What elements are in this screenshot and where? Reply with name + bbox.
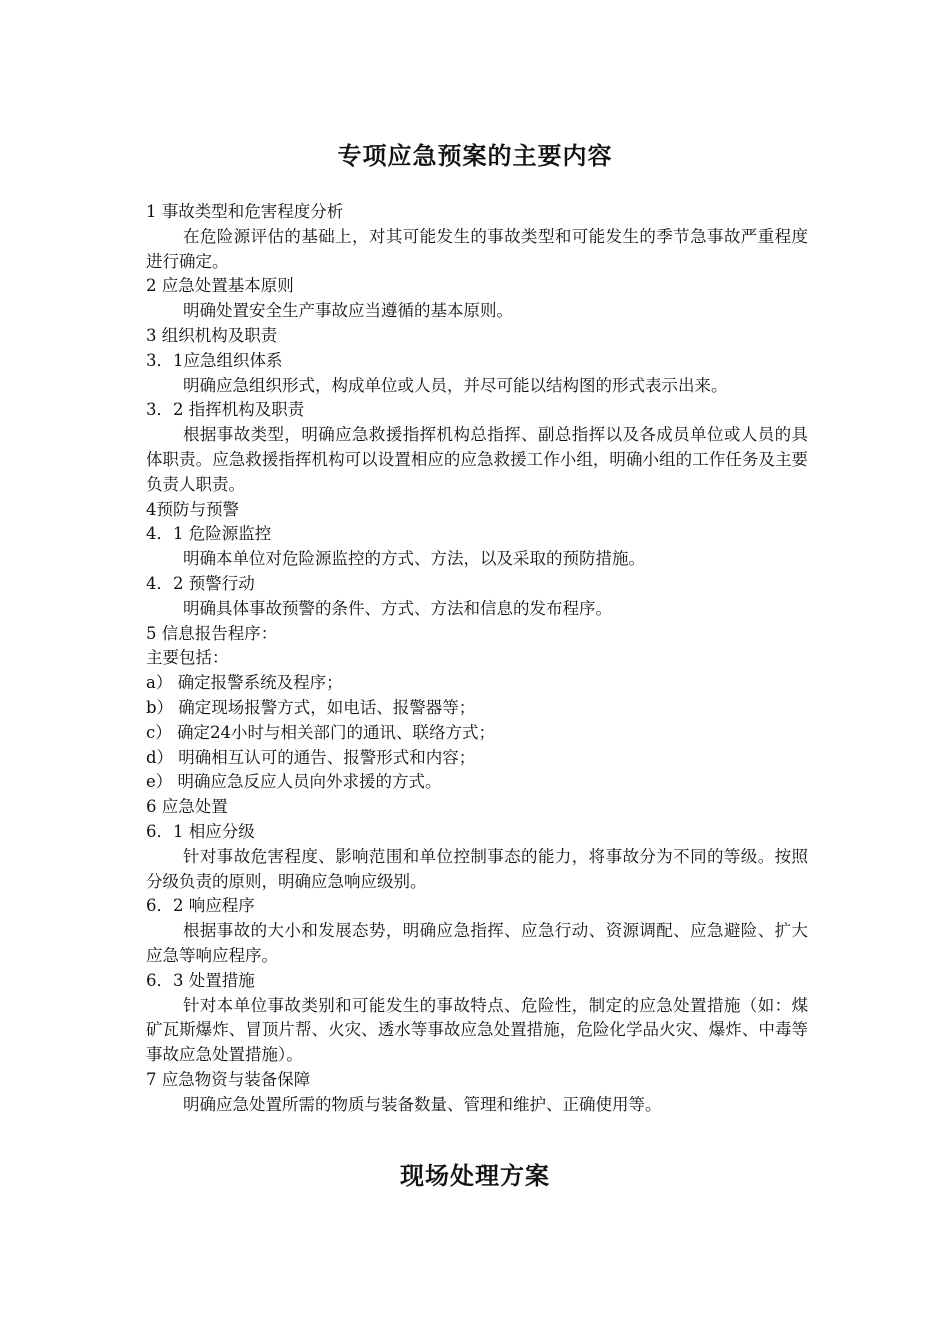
subsection-heading: 4．1 危险源监控 — [146, 524, 272, 544]
paragraph: 针对事故危害程度、影响范围和单位控制事态的能力，将事故分为不同的等级。按照分级负责的原则，明确应急响应级别。 — [146, 846, 808, 891]
subsection-heading: 3．2 指挥机构及职责 — [146, 400, 305, 420]
list-item: d） 明确相互认可的通告、报警形式和内容； — [146, 747, 476, 767]
paragraph: 根据事故的大小和发展态势，明确应急指挥、应急行动、资源调配、应急避险、扩大应急等响应程序。 — [146, 921, 808, 965]
list-item: a） 确定报警系统及程序； — [146, 673, 343, 693]
paragraph: 明确本单位对危险源监控的方式、方法，以及采取的预防措施。 — [183, 549, 645, 569]
list-item: b） 确定现场报警方式，如电话、报警器等； — [146, 697, 476, 717]
section-heading: 2 应急处置基本原则 — [146, 276, 294, 296]
list-item: e） 明确应急反应人员向外求援的方式。 — [146, 772, 442, 792]
paragraph: 针对本单位事故类别和可能发生的事故特点、危险性，制定的应急处置措施（如：煤矿瓦斯爆炸、冒顶片帮、火灾、透水等事故应急处置措施，危险化学品火灾、爆炸、中毒等事故应急处置措施）。 — [146, 995, 808, 1065]
paragraph: 明确处置安全生产事故应当遵循的基本原则。 — [183, 301, 513, 321]
next-section-title: 现场处理方案 — [400, 1162, 550, 1190]
list-intro: 主要包括： — [146, 648, 229, 668]
section-heading: 4预防与预警 — [146, 499, 239, 519]
subsection-heading: 6．3 处置措施 — [146, 970, 255, 990]
subsection-heading: 3．1应急组织体系 — [146, 350, 283, 370]
subsection-heading: 4．2 预警行动 — [146, 573, 255, 593]
paragraph: 在危险源评估的基础上，对其可能发生的事故类型和可能发生的季节急事故严重程度进行确定。 — [146, 226, 808, 271]
paragraph: 根据事故类型，明确应急救援指挥机构总指挥、副总指挥以及各成员单位或人员的具体职责。应急救援指挥机构可以设置相应的应急救援工作小组，明确小组的工作任务及主要负责人职责。 — [146, 425, 808, 494]
section-heading: 7 应急物资与装备保障 — [146, 1069, 311, 1089]
paragraph: 明确具体事故预警的条件、方式、方法和信息的发布程序。 — [183, 598, 612, 618]
section-heading: 1 事故类型和危害程度分析 — [146, 202, 344, 221]
section-heading: 5 信息报告程序： — [146, 623, 278, 643]
page-title: 专项应急预案的主要内容 — [337, 142, 613, 170]
subsection-heading: 6．1 相应分级 — [146, 821, 255, 841]
subsection-heading: 6．2 响应程序 — [146, 896, 255, 916]
section-heading: 3 组织机构及职责 — [146, 325, 278, 345]
paragraph: 明确应急组织形式，构成单位或人员，并尽可能以结构图的形式表示出来。 — [183, 375, 728, 395]
section-heading: 6 应急处置 — [146, 797, 228, 817]
list-item: c） 确定24小时与相关部门的通讯、联络方式； — [146, 722, 495, 742]
paragraph: 明确应急处置所需的物质与装备数量、管理和维护、正确使用等。 — [183, 1094, 662, 1114]
document-body — [146, 200, 808, 1117]
